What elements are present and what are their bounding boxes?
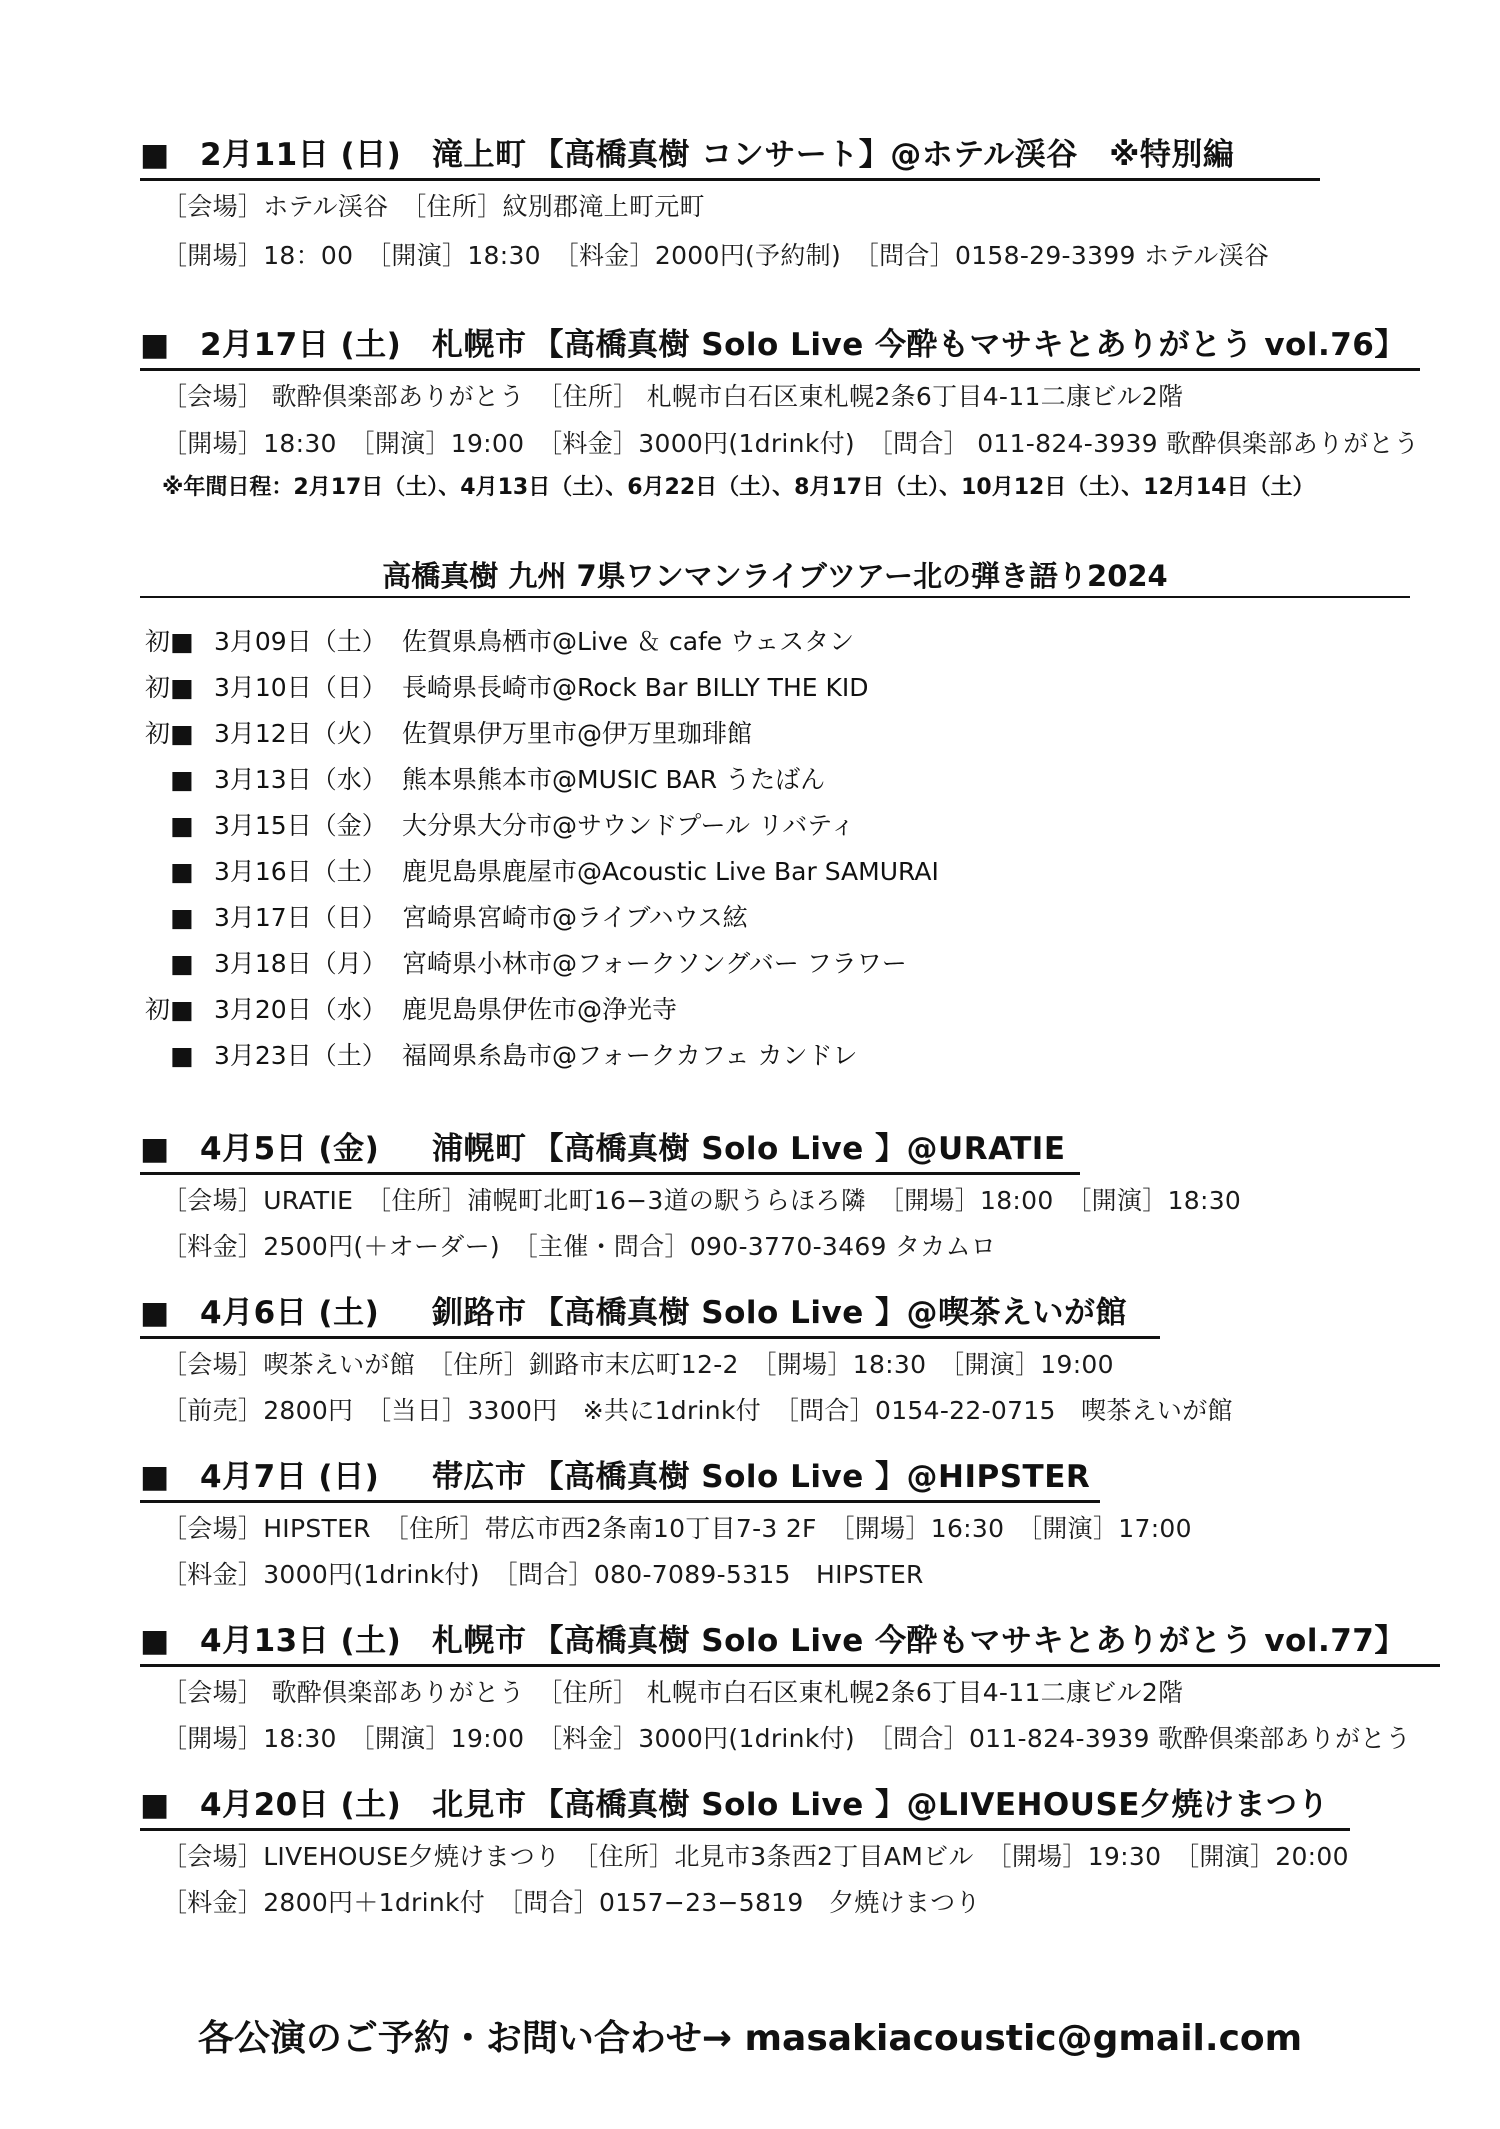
bullet-square: ■ [140, 1623, 170, 1659]
event-heading [140, 1292, 1160, 1339]
event-detail-line: ［開場］18:30 ［開演］19:00 ［料金］3000円(1drink付) ［問合］ 011-824-3939 歌酔倶楽部ありがとう [162, 429, 1420, 458]
event-title: 【高橋真樹 Solo Live 】@LIVEHOUSE夕焼けまつり [532, 1787, 1329, 1823]
event-date: 4月7日 (日) [200, 1459, 380, 1495]
bullet-square: ■ [170, 811, 194, 840]
event-date: 4月20日 (土) [200, 1787, 402, 1823]
event-detail-line: ［会場］URATIE ［住所］浦幌町北町16−3道の駅うらほろ隣 ［開場］18:00 ［開演］18:30 [162, 1186, 1242, 1215]
event-heading [140, 1784, 1350, 1831]
first-visit-marker: 初 [144, 995, 170, 1024]
event-detail-line: ［会場］ 歌酔倶楽部ありがとう ［住所］ 札幌市白石区東札幌2条6丁目4-11二康ビル2階 [162, 1678, 1184, 1707]
tour-date: 3月15日（金） [214, 811, 387, 840]
tour-place: 熊本県熊本市@MUSIC BAR うたばん [402, 765, 826, 794]
tour-row [130, 624, 939, 660]
tour-date: 3月23日（土） [214, 1041, 387, 1070]
tour-date: 3月20日（水） [214, 995, 387, 1024]
tour-place: 宮崎県宮崎市@ライブハウス絃 [402, 903, 748, 932]
tour-place: 佐賀県鳥栖市@Live ＆ cafe ウェスタン [402, 627, 855, 656]
event-heading [140, 1620, 1440, 1667]
bullet-square: ■ [170, 627, 194, 656]
tour-row [130, 854, 939, 890]
bullet-square: ■ [170, 857, 194, 886]
tour-row [130, 1038, 939, 1074]
event-detail-line: ［料金］3000円(1drink付) ［問合］080-7089-5315 HIPSTER [162, 1560, 924, 1589]
event-detail-line: ［会場］ 歌酔倶楽部ありがとう ［住所］ 札幌市白石区東札幌2条6丁目4-11二康ビル2階 [162, 382, 1184, 411]
bullet-square: ■ [170, 995, 194, 1024]
tour-place: 長崎県長崎市@Rock Bar BILLY THE KID [402, 673, 869, 702]
tour-row [130, 900, 939, 936]
tour-date: 3月16日（土） [214, 857, 387, 886]
tour-row [130, 670, 939, 706]
first-visit-marker: 初 [144, 673, 170, 702]
event-detail-line: ［会場］喫茶えいが館 ［住所］釧路市末広町12-2 ［開場］18:30 ［開演］19:00 [162, 1350, 1114, 1379]
event-date: 4月6日 (土) [200, 1295, 380, 1331]
tour-row [130, 808, 939, 844]
event-title: 【高橋真樹 Solo Live 】@URATIE [532, 1131, 1066, 1167]
bullet-square: ■ [170, 949, 194, 978]
bullet-square: ■ [140, 1787, 170, 1823]
event-detail-line: ［開場］18:30 ［開演］19:00 ［料金］3000円(1drink付) ［問合］011-824-3939 歌酔倶楽部ありがとう [162, 1724, 1411, 1753]
bullet-square: ■ [140, 137, 170, 173]
event-detail-line: ［会場］HIPSTER ［住所］帯広市西2条南10丁目7-3 2F ［開場］16:30 ［開演］17:00 [162, 1514, 1192, 1543]
event-city: 札幌市 [432, 327, 527, 363]
tour-row [130, 946, 939, 982]
event-city: 北見市 [432, 1787, 527, 1823]
bullet-square: ■ [140, 327, 170, 363]
tour-place: 大分県大分市@サウンドプール リバティ [402, 811, 856, 840]
bullet-square: ■ [170, 1041, 194, 1070]
tour-place: 宮崎県小林市@フォークソングバー フラワー [402, 949, 907, 978]
event-city: 浦幌町 [432, 1131, 527, 1167]
event-title: 【高橋真樹 コンサート】@ホテル渓谷 ※特別編 [532, 137, 1235, 173]
event-city: 滝上町 [432, 137, 527, 173]
bullet-square: ■ [170, 903, 194, 932]
tour-place: 佐賀県伊万里市@伊万里珈琲館 [402, 719, 753, 748]
event-city: 札幌市 [432, 1623, 527, 1659]
event-detail-line: ［料金］2800円＋1drink付 ［問合］0157−23−5819 夕焼けまつり [162, 1888, 981, 1917]
tour-place: 鹿児島県鹿屋市@Acoustic Live Bar SAMURAI [402, 857, 939, 886]
event-detail-line: ［会場］ホテル渓谷 ［住所］紋別郡滝上町元町 [162, 192, 705, 221]
contact-footer: 各公演のご予約・お問い合わせ→ masakiacoustic@gmail.com [197, 2018, 1303, 2059]
tour-title: 高橋真樹 九州 7県ワンマンライブツアー北の弾き語り2024 [140, 556, 1410, 598]
bullet-square: ■ [170, 673, 194, 702]
tour-date: 3月10日（日） [214, 673, 387, 702]
event-city: 釧路市 [432, 1295, 527, 1331]
tour-date: 3月13日（水） [214, 765, 387, 794]
event-heading [140, 134, 1320, 181]
event-date: 2月17日 (土) [200, 327, 402, 363]
bullet-square: ■ [140, 1131, 170, 1167]
tour-date: 3月09日（土） [214, 627, 387, 656]
tour-row [130, 762, 939, 798]
event-heading [140, 324, 1420, 371]
tour-date: 3月17日（日） [214, 903, 387, 932]
event-title: 【高橋真樹 Solo Live 今酔もマサキとありがとう vol.77】 [532, 1623, 1406, 1659]
first-visit-marker: 初 [144, 719, 170, 748]
event-detail-line: ［開場］18：00 ［開演］18:30 ［料金］2000円(予約制) ［問合］0158-29-3399 ホテル渓谷 [162, 241, 1270, 270]
event-title: 【高橋真樹 Solo Live 】@HIPSTER [532, 1459, 1091, 1495]
annual-schedule-note: ※年間日程：2月17日（土）、4月13日（土）、6月22日（土）、8月17日（土）、10月12日（土）、12月14日（土） [162, 475, 1315, 500]
event-detail-line: ［料金］2500円(＋オーダー) ［主催・問合］090-3770-3469 タカムロ [162, 1232, 997, 1261]
event-date: 4月5日 (金) [200, 1131, 380, 1167]
tour-row [130, 716, 939, 752]
event-date: 4月13日 (土) [200, 1623, 402, 1659]
tour-place: 鹿児島県伊佐市@浄光寺 [402, 995, 678, 1024]
tour-date: 3月18日（月） [214, 949, 387, 978]
event-title: 【高橋真樹 Solo Live 今酔もマサキとありがとう vol.76】 [532, 327, 1406, 363]
event-title: 【高橋真樹 Solo Live 】@喫茶えいが館 [532, 1295, 1128, 1331]
tour-date: 3月12日（火） [214, 719, 387, 748]
bullet-square: ■ [140, 1295, 170, 1331]
event-date: 2月11日 (日) [200, 137, 402, 173]
bullet-square: ■ [170, 719, 194, 748]
first-visit-marker: 初 [144, 627, 170, 656]
bullet-square: ■ [140, 1459, 170, 1495]
tour-place: 福岡県糸島市@フォークカフェ カンドレ [402, 1041, 858, 1070]
bullet-square: ■ [170, 765, 194, 794]
tour-list [130, 624, 939, 1074]
event-heading [140, 1128, 1080, 1175]
event-heading [140, 1456, 1100, 1503]
event-city: 帯広市 [432, 1459, 527, 1495]
event-detail-line: ［前売］2800円 ［当日］3300円 ※共に1drink付 ［問合］0154-22-0715 喫茶えいが館 [162, 1396, 1233, 1425]
tour-row [130, 992, 939, 1028]
event-detail-line: ［会場］LIVEHOUSE夕焼けまつり ［住所］北見市3条西2丁目AMビル ［開場］19:30 ［開演］20:00 [162, 1842, 1349, 1871]
